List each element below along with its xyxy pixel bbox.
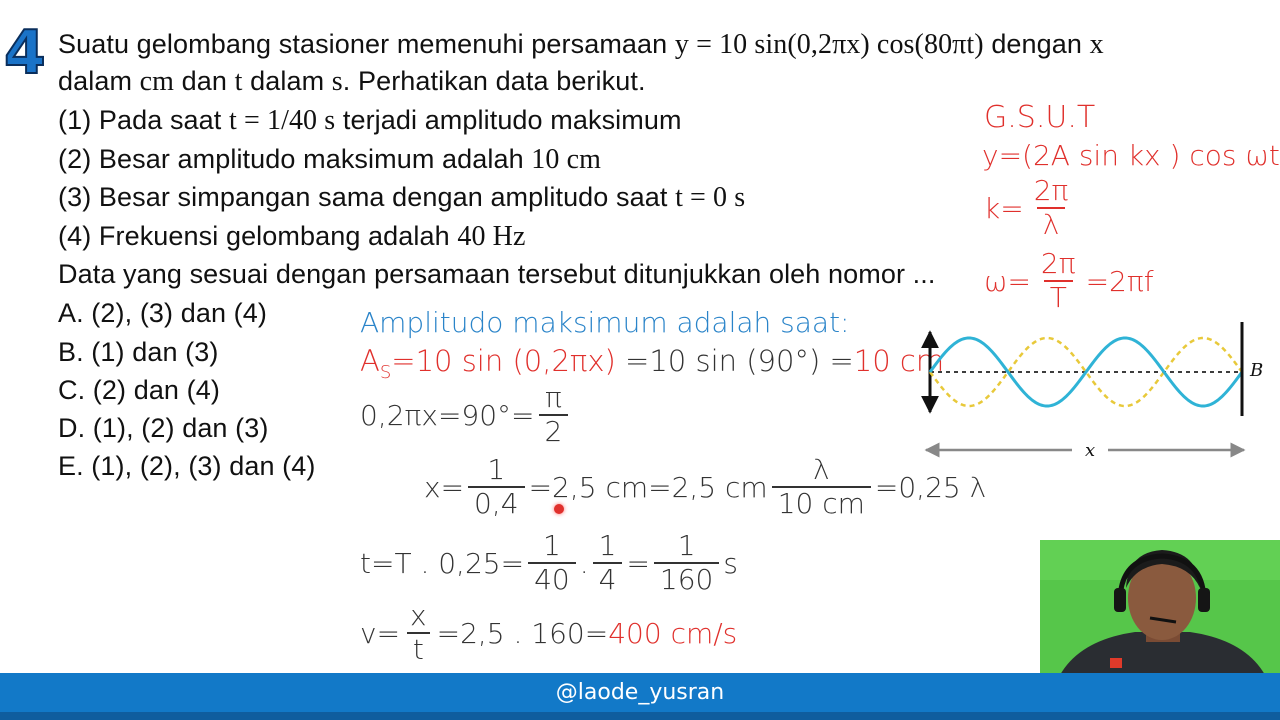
- statement-text: (4) Frekuensi gelombang adalah: [58, 221, 458, 251]
- formula-text: =2πf: [1085, 264, 1154, 298]
- question-text: dengan: [983, 29, 1090, 59]
- numerator: 2π: [1040, 247, 1076, 280]
- velocity-result: 400 cm/s: [608, 616, 738, 650]
- footer-strip: [0, 712, 1280, 720]
- label-x: x: [1085, 440, 1096, 461]
- fraction: [654, 530, 719, 596]
- denominator: 0,4: [468, 486, 525, 520]
- formula-text: k=: [984, 191, 1024, 225]
- webcam-overlay: [1040, 540, 1280, 675]
- presenter-image: [1040, 540, 1280, 675]
- statement-math: 10 cm: [531, 144, 602, 175]
- wave-number-formula: [984, 175, 1078, 241]
- fraction: [468, 454, 525, 520]
- amplitude-expression: =10 sin (0,2πx): [391, 344, 616, 378]
- amplitude-subscript: S: [379, 361, 392, 383]
- question-prompt: Data yang sesuai dengan persamaan tersebut ditunjukkan oleh nomor ...: [58, 259, 936, 289]
- question-line-1: [58, 28, 1104, 61]
- amplitude-evaluation: =10 sin (90°) =: [615, 344, 854, 378]
- work-text: s: [723, 546, 738, 580]
- statement-math: t = 1/40 s: [229, 105, 336, 136]
- standing-wave-formula: [982, 139, 1280, 172]
- amplitude-symbol: A: [360, 344, 380, 378]
- question-text: Suatu gelombang stasioner memenuhi persamaan: [58, 29, 675, 59]
- option-a[interactable]: A. (2), (3) dan (4): [58, 298, 267, 328]
- work-text: .: [579, 546, 589, 580]
- statement-4: [58, 220, 526, 253]
- statement-text: (3) Besar simpangan sama dengan amplitudo saat: [58, 182, 676, 212]
- angular-frequency-formula: [984, 248, 1154, 314]
- numerator: 1: [487, 453, 506, 486]
- variable-x: x: [1089, 29, 1104, 60]
- velocity-line: [360, 600, 737, 666]
- standing-wave-diagram: [912, 318, 1272, 468]
- denominator: T: [1044, 280, 1073, 314]
- work-text: =: [626, 546, 650, 580]
- fraction: [404, 600, 433, 666]
- option-b[interactable]: B. (1) dan (3): [58, 337, 219, 367]
- numerator: x: [410, 599, 427, 632]
- wave-equation: y = 10 sin(0,2πx) cos(80πt): [674, 29, 984, 60]
- work-text: x=: [424, 470, 465, 504]
- amplitude-result: 10 cm: [853, 344, 945, 378]
- question-line-2: [58, 65, 646, 98]
- time-line: [360, 530, 738, 596]
- fraction: [539, 382, 569, 448]
- work-text: v=: [360, 616, 401, 650]
- denominator: 10 cm: [772, 486, 871, 520]
- statement-math: t = 0 s: [675, 182, 746, 213]
- numerator: 1: [598, 529, 617, 562]
- work-text: =2,5 cm=2,5 cm: [528, 470, 768, 504]
- question-number: 4: [4, 18, 46, 88]
- fraction: [1035, 248, 1082, 314]
- fraction: [1028, 175, 1075, 241]
- fraction: [528, 530, 576, 596]
- work-text: =0,25 λ: [874, 470, 987, 504]
- unit-cm: cm: [139, 66, 175, 97]
- option-e[interactable]: E. (1), (2), (3) dan (4): [58, 451, 316, 481]
- numerator: 2π: [1033, 174, 1069, 207]
- denominator: 40: [528, 562, 576, 596]
- statement-text: (1) Pada saat: [58, 105, 229, 135]
- position-line: [424, 454, 986, 520]
- gsut-label: G.S.U.T: [984, 100, 1096, 135]
- denominator: 160: [654, 562, 719, 596]
- work-text: 0,2πx=90°=: [360, 398, 535, 432]
- statement-text: (2) Besar amplitudo maksimum adalah: [58, 144, 532, 174]
- work-text: t=T . 0,25=: [360, 546, 525, 580]
- amplitude-line: [360, 344, 944, 383]
- fraction: [593, 530, 623, 596]
- option-c[interactable]: C. (2) dan (4): [58, 375, 220, 405]
- phase-line: [360, 382, 572, 448]
- numerator: π: [545, 381, 562, 414]
- statement-2: [58, 143, 601, 176]
- statement-1: [58, 104, 682, 137]
- question-text: dalam: [58, 66, 140, 96]
- denominator: t: [407, 632, 430, 666]
- channel-handle: @laode_yusran: [555, 680, 725, 705]
- numerator: 1: [542, 529, 561, 562]
- option-d[interactable]: D. (1), (2) dan (3): [58, 413, 269, 443]
- omega-t: ωt: [1245, 139, 1280, 172]
- numerator: 1: [677, 529, 696, 562]
- fraction: [772, 454, 871, 520]
- work-heading: Amplitudo maksimum adalah saat:: [360, 306, 850, 339]
- numerator: λ: [813, 453, 830, 486]
- variable-t: t: [234, 66, 243, 97]
- question-text: . Perhatikan data berikut.: [342, 66, 646, 96]
- statement-math: 40 Hz: [457, 221, 526, 252]
- denominator: 4: [593, 562, 623, 596]
- denominator: λ: [1037, 207, 1066, 241]
- label-b: B: [1250, 360, 1264, 381]
- formula-text: y=(2A sin kx ) cos: [982, 139, 1246, 172]
- denominator: 2: [539, 414, 569, 448]
- question-text: dan: [174, 66, 235, 96]
- formula-text: ω=: [984, 264, 1031, 298]
- pointer-dot: [554, 504, 564, 514]
- statement-text: terjadi amplitudo maksimum: [335, 105, 682, 135]
- unit-s: s: [331, 66, 343, 97]
- statement-3: [58, 181, 745, 214]
- work-text: =2,5 . 160=: [436, 616, 609, 650]
- question-text: dalam: [242, 66, 332, 96]
